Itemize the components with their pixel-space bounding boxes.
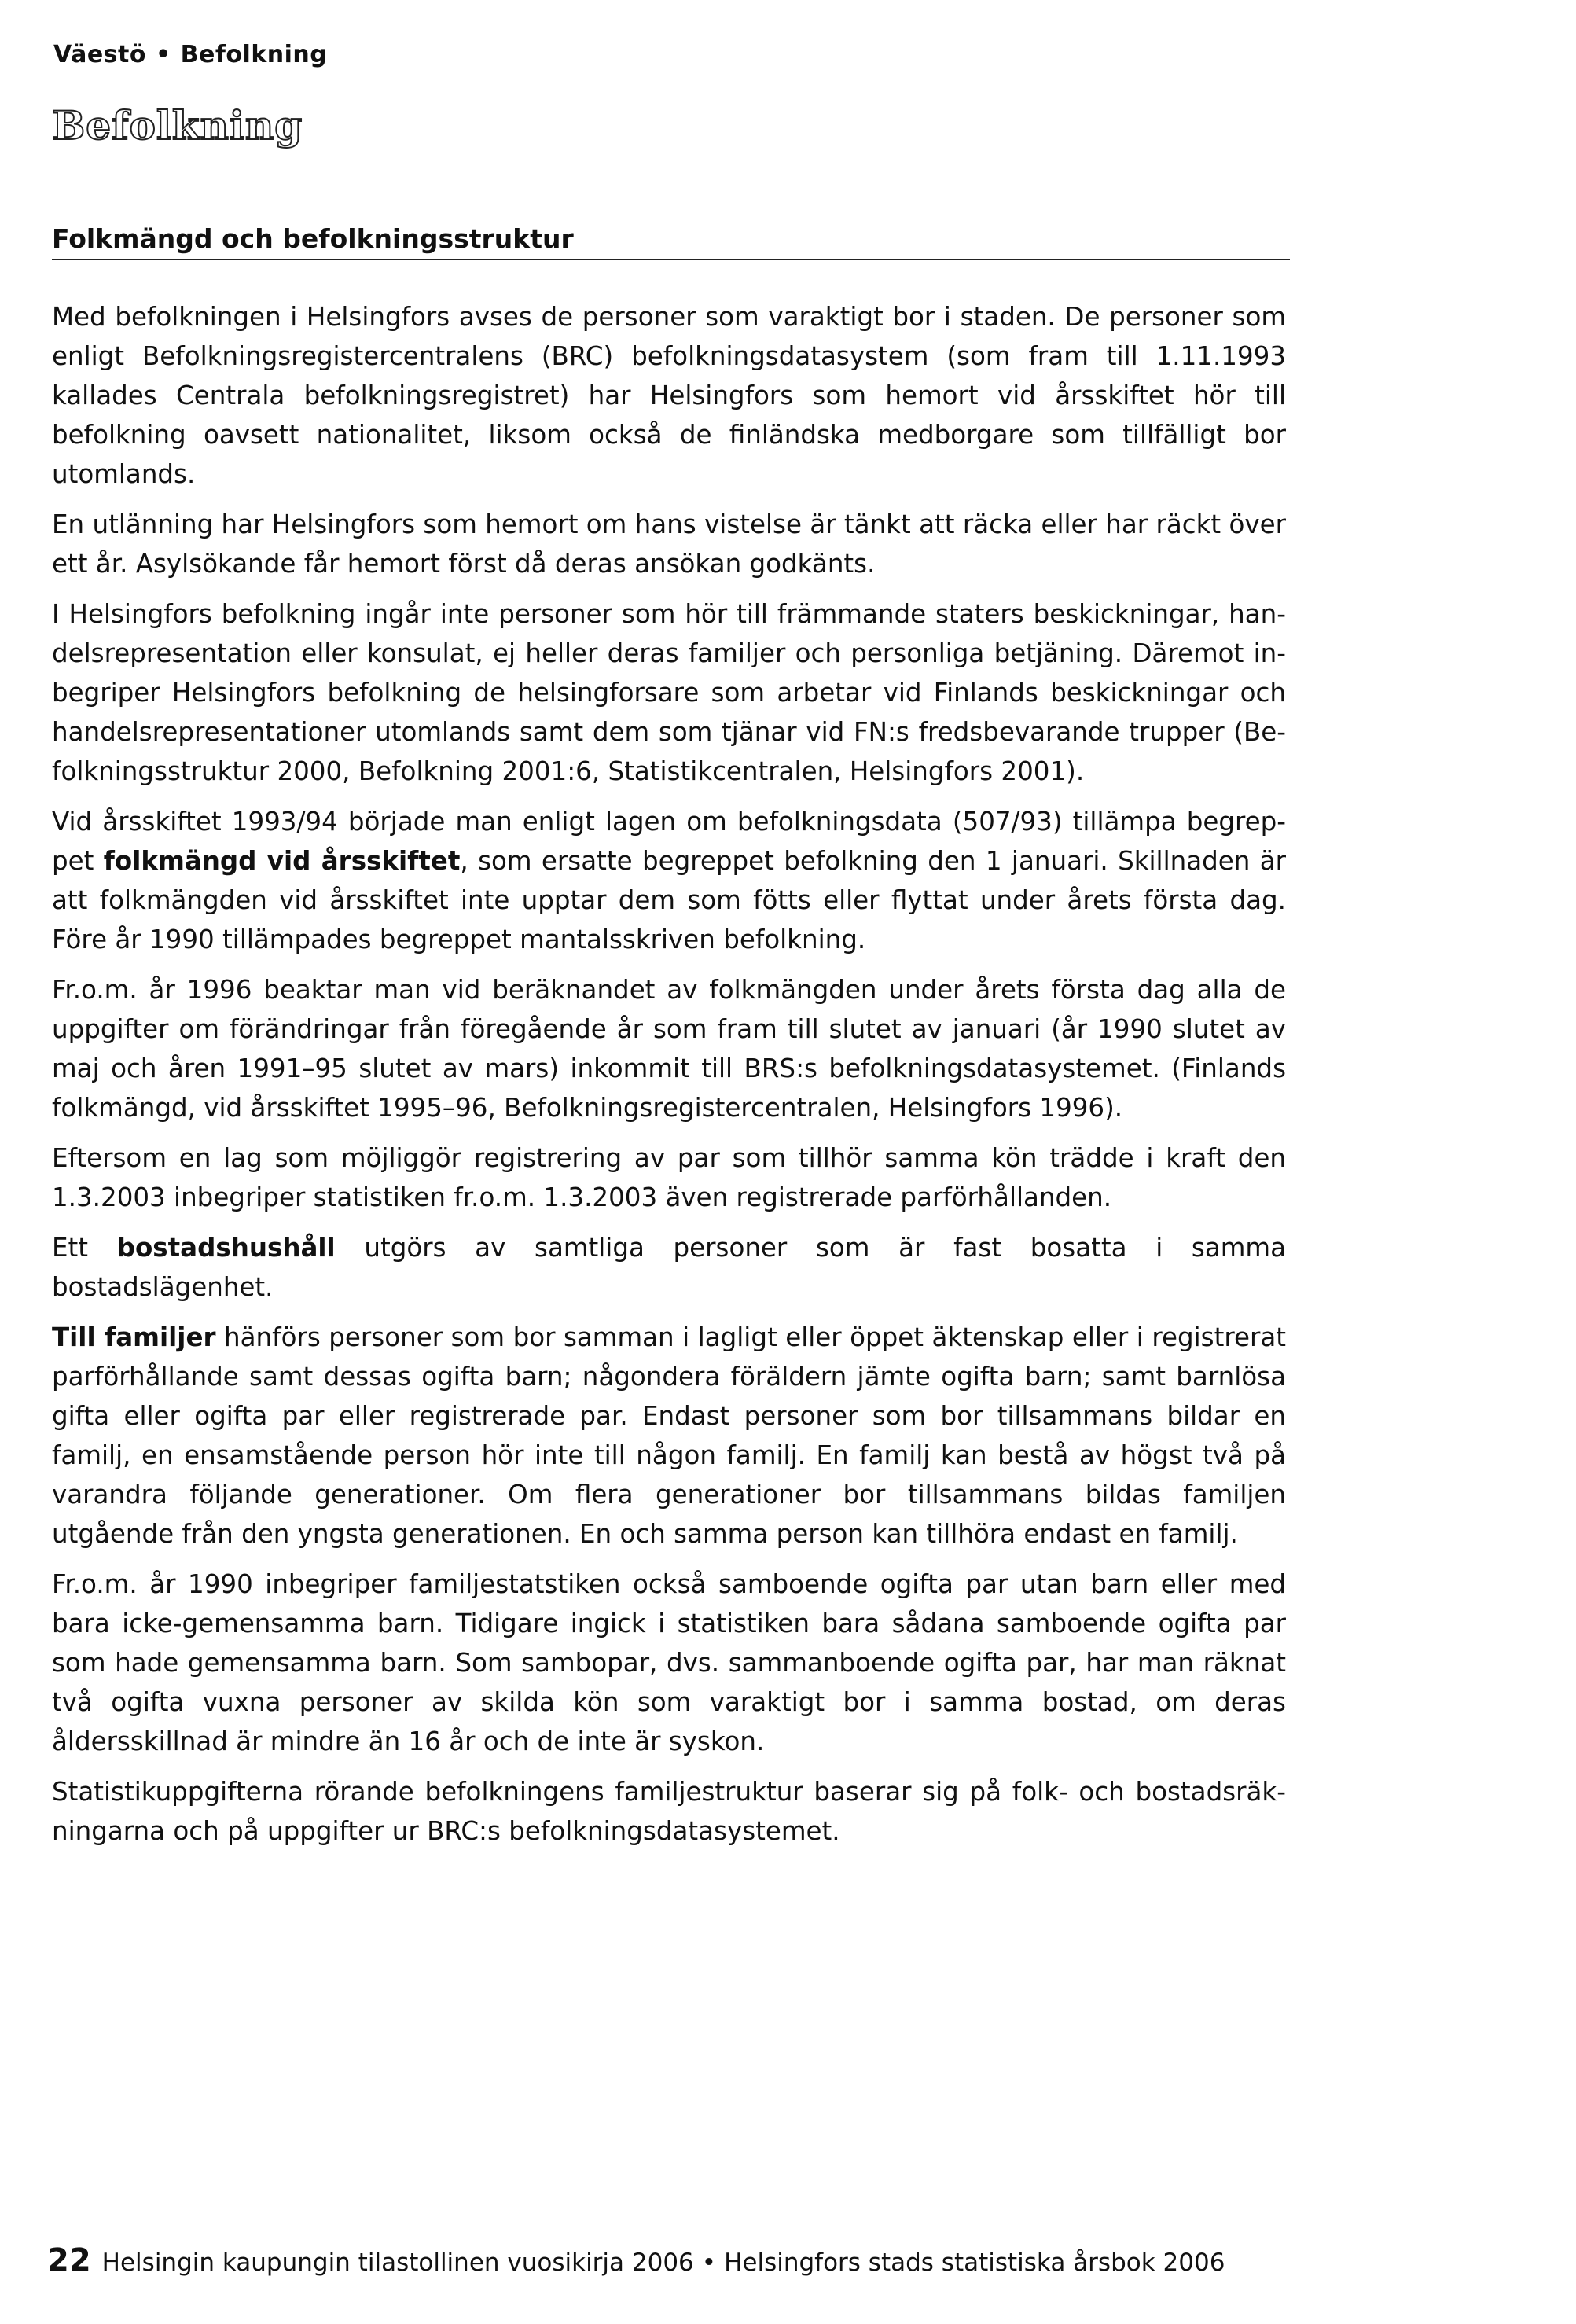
subsection-title: Folkmängd och befolkningsstruktur	[52, 223, 574, 254]
body-paragraph	[52, 505, 1286, 583]
paragraph-text: Fr.o.m. år 1996 beaktar man vid beräknandet av folkmängden under årets första dag alla de uppgifter om förändringar från föregående år som fram till slutet av januari (år 1990 slutet av maj och åren 1991–95 slutet av mars) inkommit till BRS:s befolkningsdatasystemet. (Finlands folkmängd, vid årsskiftet 1995–96, Befolkningsregistercentralen, Helsingfors 1996).	[52, 975, 1286, 1123]
footer-title-sv: Helsingfors stads statistiska årsbok 2006	[724, 2249, 1225, 2277]
body-paragraph	[52, 1138, 1286, 1217]
header-part-fi: Väestö	[53, 41, 146, 68]
paragraph-text: I Helsingfors befolkning ingår inte personer som hör till främmande staters beskickningar, handelsrepresentation eller konsulat, ej heller deras familjer och personliga betjäning. Däremot inbegriper Helsingfors befolkning de helsingforsare som arbetar vid Finlands beskickningar och handelsrepresentationer utomlands samt dem som tjänar vid FN:s fredsbevarande trupper (Befolkningsstruktur 2000, Befolkning 2001:6, Statistikcentralen, Helsingfors 2001).	[52, 599, 1286, 786]
emphasized-term: bostadshushåll	[116, 1233, 336, 1263]
body-paragraph	[52, 802, 1286, 959]
body-paragraph	[52, 1228, 1286, 1307]
paragraph-text: Eftersom en lag som möjliggör registrering av par som tillhör samma kön trädde i kraft den 1.3.2003 inbegriper statistiken fr.o.m. 1.3.2003 även registrerade parförhållanden.	[52, 1143, 1286, 1212]
subsection-heading	[52, 223, 1290, 260]
paragraph-text: , som ersatte begreppet befolkning den 1 januari. Skillnaden är att folkmängden vid årsskiftet inte upptar dem som fötts eller flyttat under årets första dag. Före år 1990 tillämpades begreppet mantalsskriven befolkning.	[52, 846, 1286, 954]
emphasized-term: Till familjer	[52, 1322, 216, 1352]
emphasized-term: folkmängd vid årsskiftet	[103, 846, 461, 876]
header-part-sv: Befolkning	[180, 41, 328, 68]
body-paragraph	[52, 297, 1286, 494]
paragraph-text: Vid årsskiftet 1993/94 började man enligt lagen om befolkningsdata (507/93) tillämpa begreppet	[52, 807, 1286, 876]
paragraph-text: Fr.o.m. år 1990 inbegriper familjestatstiken också samboende ogifta par utan barn eller med bara icke-gemensamma barn. Tidigare ingick i statistiken bara sådana samboende ogifta par som hade gemensamma barn. Som sambopar, dvs. sammanboende ogifta par, har man räknat två ogifta vuxna personer av skilda kön som varaktigt bor i samma bostad, om deras åldersskillnad är mindre än 16 år och de inte är syskon.	[52, 1569, 1286, 1756]
body-paragraph	[52, 594, 1286, 791]
section-title: Befolkning	[52, 102, 303, 149]
footer-separator: •	[701, 2249, 717, 2277]
body-text	[52, 297, 1286, 1862]
body-paragraph	[52, 1772, 1286, 1851]
page-footer	[47, 2242, 1225, 2278]
paragraph-text: Ett	[52, 1233, 117, 1263]
running-header	[53, 41, 327, 68]
paragraph-text: hänförs personer som bor samman i lagligt eller öppet äktenskap eller i registrerat parförhållande samt dessas ogifta barn; någondera föräldern jämte ogifta barn; samt barnlösa gifta eller ogifta par eller registrerade par. Endast personer som bor tillsammans bildar en familj, en ensamstående person hör inte till någon familj. En familj kan bestå av högst två på varandra följande generationer. Om flera generationer bor tillsammans bildas familjen utgående från den yngsta generationen. En och samma person kan tillhöra endast en familj.	[52, 1322, 1286, 1549]
body-paragraph	[52, 970, 1286, 1127]
paragraph-text: En utlänning har Helsingfors som hemort om hans vistelse är tänkt att räcka eller har räckt över ett år. Asylsökande får hemort först då deras ansökan godkänts.	[52, 509, 1286, 579]
body-paragraph	[52, 1565, 1286, 1761]
footer-title-fi: Helsingin kaupungin tilastollinen vuosikirja 2006	[101, 2249, 694, 2277]
page-number: 22	[47, 2242, 91, 2278]
header-separator: •	[155, 41, 171, 68]
paragraph-text: Statistikuppgifterna rörande befolkningens familjestruktur baserar sig på folk- och bostadsräkningarna och på uppgifter ur BRC:s befolkningsdatasystemet.	[52, 1777, 1286, 1846]
body-paragraph	[52, 1318, 1286, 1554]
paragraph-text: utgörs av samtliga personer som är fast bosatta i samma bostadslägenhet.	[52, 1233, 1286, 1302]
paragraph-text: Med befolkningen i Helsingfors avses de personer som varaktigt bor i staden. De personer som enligt Befolkningsregistercentralens (BRC) befolkningsdatasystem (som fram till 1.11.1993 kallades Centrala befolkningsregistret) har Helsingfors som hemort vid årsskiftet hör till befolkning oavsett nationalitet, liksom också de finländska medborgare som tillfälligt bor utomlands.	[52, 302, 1286, 489]
